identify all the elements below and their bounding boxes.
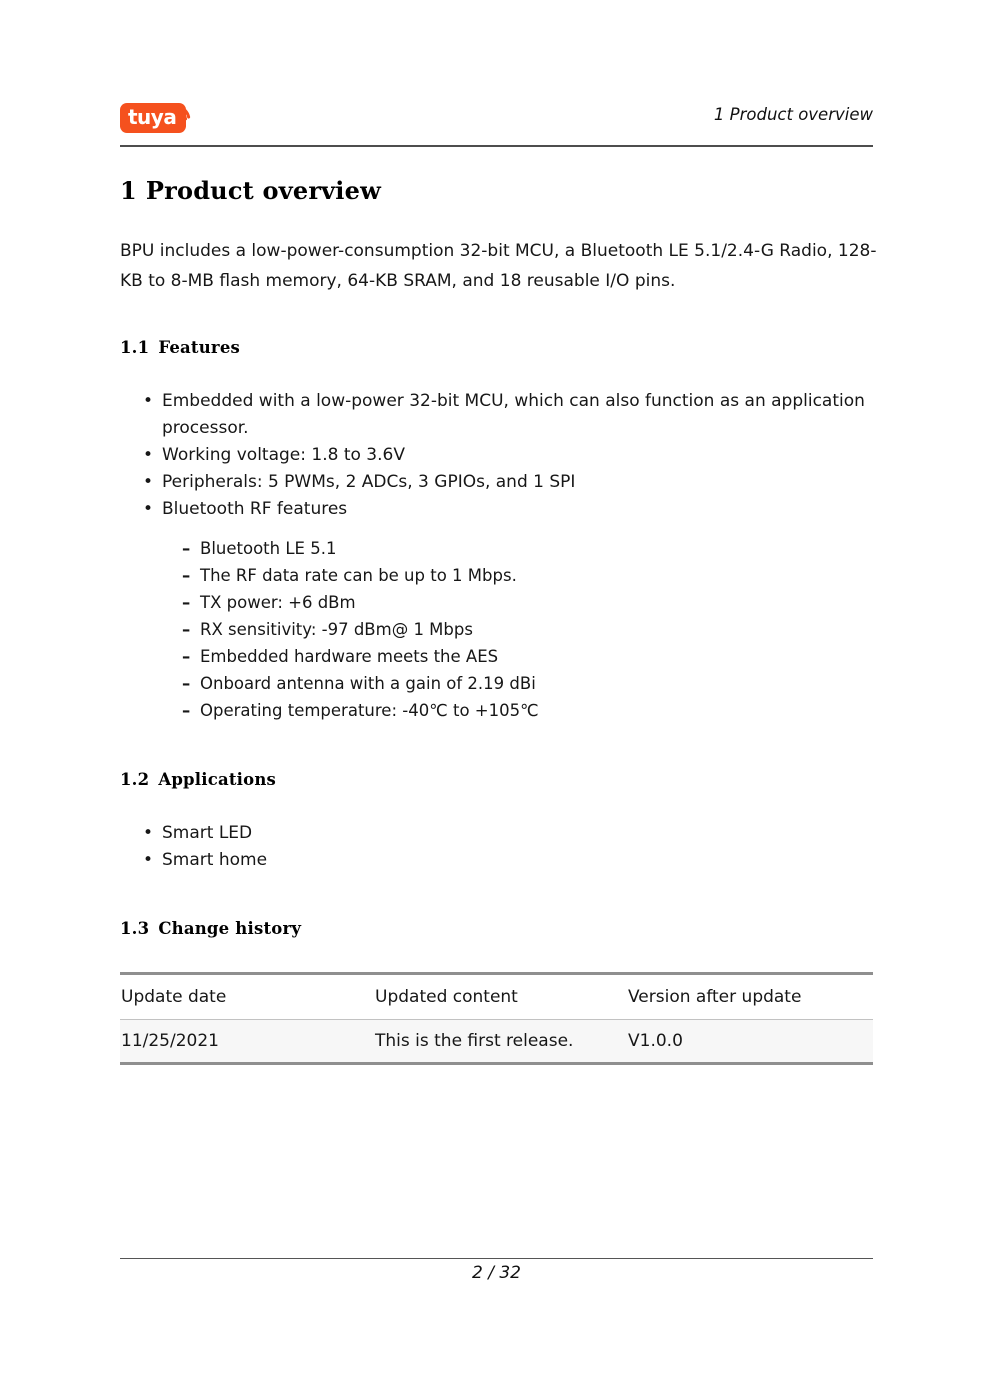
column-header-version-after-update: Version after update bbox=[628, 987, 802, 1007]
rf-features-sublist bbox=[176, 535, 876, 724]
list-item-text: Onboard antenna with a gain of 2.19 dBi bbox=[200, 674, 536, 693]
column-header-updated-content: Updated content bbox=[375, 987, 518, 1007]
list-item-text: Working voltage: 1.8 to 3.6V bbox=[162, 445, 405, 465]
applications-number: 1.2 bbox=[120, 770, 150, 789]
change-history-table bbox=[120, 972, 873, 1065]
dash-glyph-icon: – bbox=[182, 620, 191, 639]
bullet-glyph-icon: • bbox=[143, 850, 154, 870]
list-item bbox=[134, 847, 874, 874]
list-item bbox=[176, 670, 876, 697]
footer-divider bbox=[120, 1258, 873, 1259]
dash-glyph-icon: – bbox=[182, 539, 191, 558]
table-row bbox=[120, 1020, 873, 1062]
list-item bbox=[134, 442, 874, 469]
bullet-glyph-icon: • bbox=[143, 391, 154, 411]
page-number: 2 / 32 bbox=[472, 1263, 521, 1283]
heading-change-history bbox=[120, 919, 301, 938]
bullet-glyph-icon: • bbox=[143, 472, 154, 492]
applications-title-text: Applications bbox=[158, 770, 277, 789]
dash-glyph-icon: – bbox=[182, 593, 191, 612]
list-item bbox=[134, 496, 874, 523]
list-item bbox=[176, 589, 876, 616]
bullet-glyph-icon: • bbox=[143, 499, 154, 519]
cell-version-after-update: V1.0.0 bbox=[628, 1031, 683, 1051]
tuya-logo bbox=[120, 101, 192, 133]
features-number: 1.1 bbox=[120, 338, 150, 357]
bullet-glyph-icon: • bbox=[143, 445, 154, 465]
list-item bbox=[176, 616, 876, 643]
features-list bbox=[134, 388, 874, 523]
running-header-title: 1 Product overview bbox=[713, 105, 873, 124]
list-item bbox=[134, 469, 874, 496]
dash-glyph-icon: – bbox=[182, 701, 191, 720]
list-item-text: Smart LED bbox=[162, 823, 253, 843]
list-item-text: Operating temperature: -40℃ to +105℃ bbox=[200, 701, 539, 720]
list-item-text: Peripherals: 5 PWMs, 2 ADCs, 3 GPIOs, and 1 SPI bbox=[162, 472, 576, 492]
list-item-text: Embedded hardware meets the AES bbox=[200, 647, 499, 666]
table-header-row bbox=[120, 975, 873, 1019]
dash-glyph-icon: – bbox=[182, 647, 191, 666]
tuya-logo-wordmark: tuya bbox=[128, 105, 177, 129]
column-header-update-date: Update date bbox=[121, 987, 227, 1007]
list-item-text: TX power: +6 dBm bbox=[200, 593, 356, 612]
applications-list bbox=[134, 820, 874, 874]
page-header bbox=[120, 98, 873, 144]
list-item-text: Bluetooth LE 5.1 bbox=[200, 539, 337, 558]
list-item bbox=[176, 562, 876, 589]
list-item bbox=[176, 535, 876, 562]
section-number: 1 bbox=[120, 176, 137, 205]
bullet-glyph-icon: • bbox=[143, 823, 154, 843]
change-history-number: 1.3 bbox=[120, 919, 150, 938]
heading-applications bbox=[120, 770, 276, 789]
cell-update-date: 11/25/2021 bbox=[121, 1031, 219, 1051]
cell-updated-content: This is the first release. bbox=[375, 1031, 574, 1051]
list-item-text: Smart home bbox=[162, 850, 268, 870]
section-title-text: Product overview bbox=[145, 176, 381, 205]
features-title-text: Features bbox=[158, 338, 241, 357]
list-item bbox=[176, 697, 876, 724]
heading-features bbox=[120, 338, 240, 357]
list-item bbox=[176, 643, 876, 670]
page-title bbox=[120, 176, 381, 205]
intro-paragraph: BPU includes a low-power-consumption 32-bit MCU, a Bluetooth LE 5.1/2.4-G Radio, 128-KB to 8-MB flash memory, 64-KB SRAM, and 18 reusable I/O pins. bbox=[120, 241, 877, 291]
list-item bbox=[134, 820, 874, 847]
list-item bbox=[134, 388, 874, 442]
list-item-text: Embedded with a low-power 32-bit MCU, which can also function as an application processor. bbox=[162, 391, 865, 438]
dash-glyph-icon: – bbox=[182, 674, 191, 693]
list-item-text: Bluetooth RF features bbox=[162, 499, 348, 519]
change-history-title-text: Change history bbox=[158, 919, 302, 938]
list-item-text: RX sensitivity: -97 dBm@ 1 Mbps bbox=[200, 620, 473, 639]
list-item-text: The RF data rate can be up to 1 Mbps. bbox=[200, 566, 517, 585]
dash-glyph-icon: – bbox=[182, 566, 191, 585]
table-bottom-rule bbox=[120, 1062, 873, 1065]
header-divider bbox=[120, 145, 873, 147]
